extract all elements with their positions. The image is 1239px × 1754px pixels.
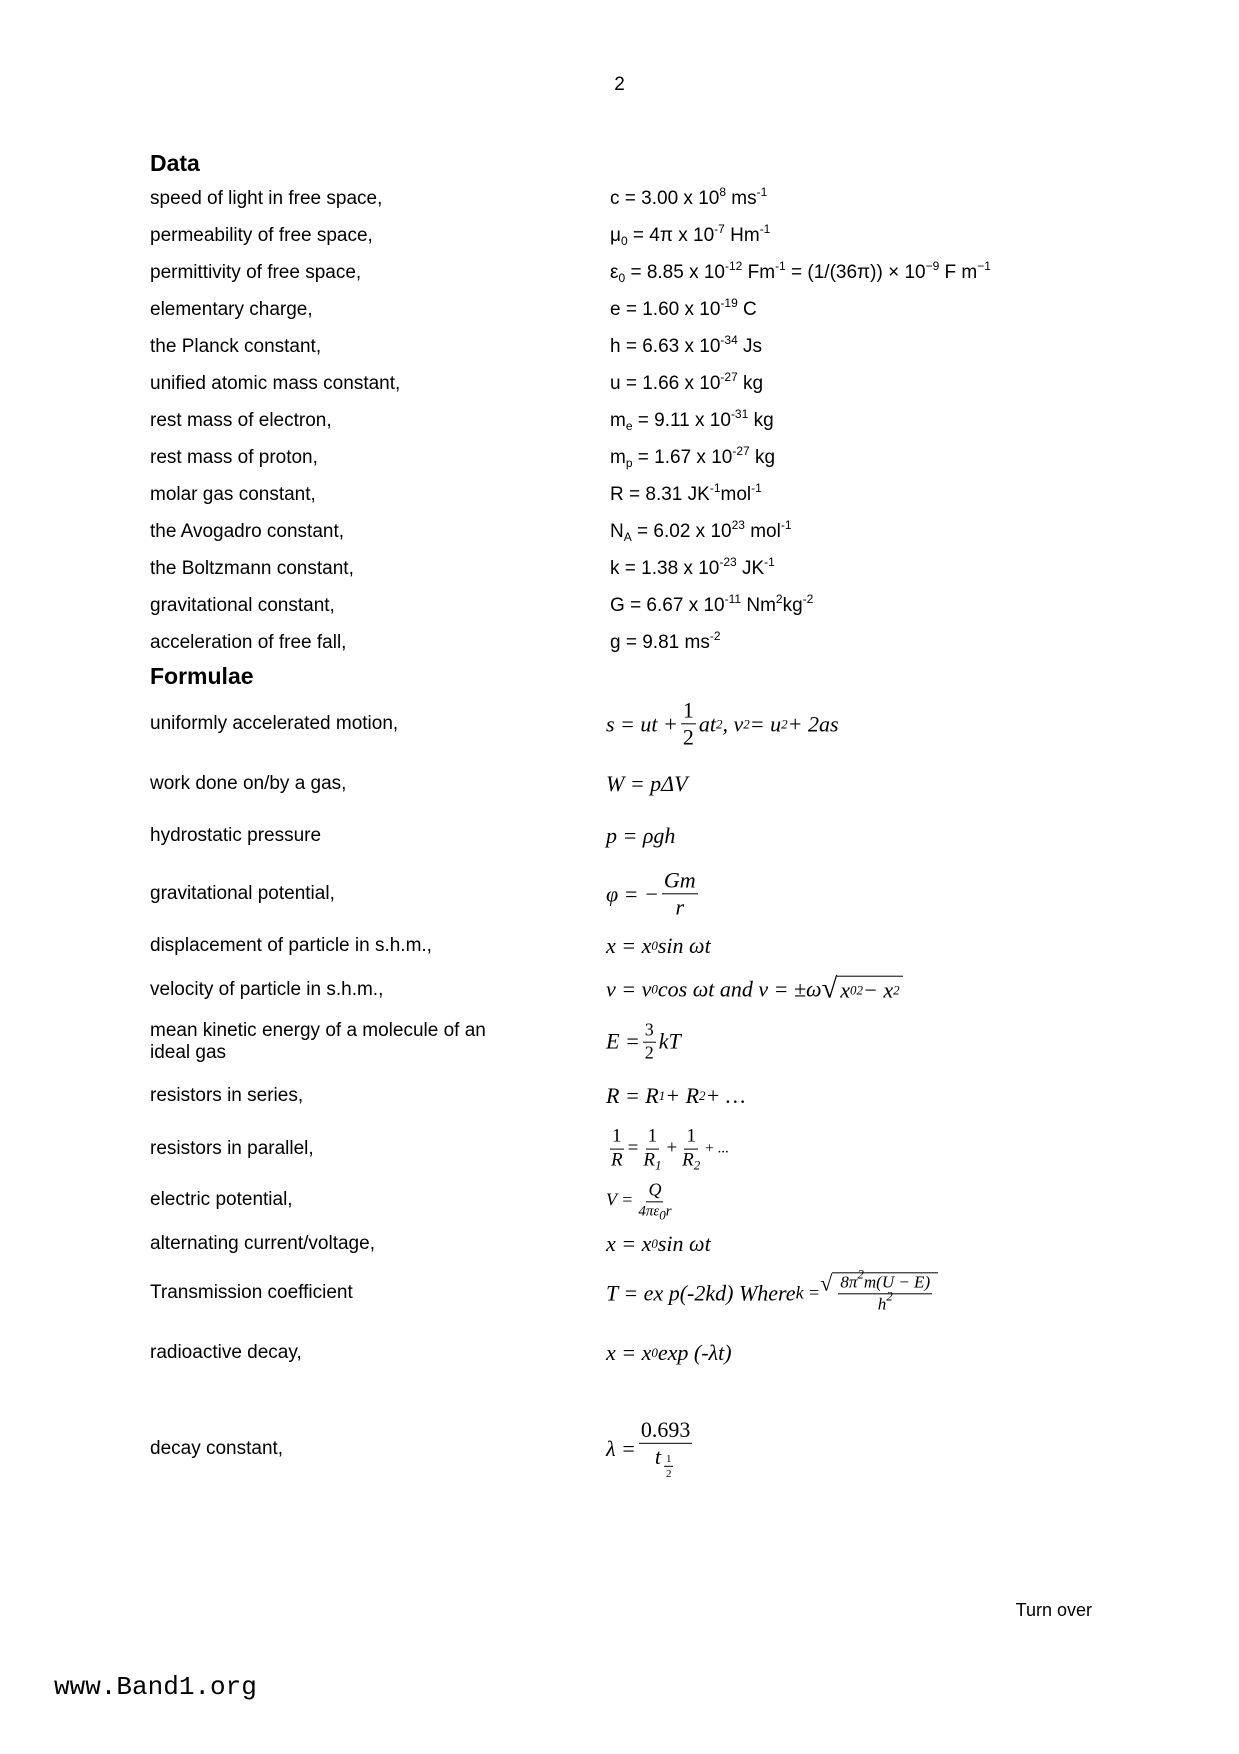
formula-row (0, 1231, 1239, 1256)
formula-row (0, 1416, 1239, 1481)
formula-row (0, 1019, 1239, 1063)
constant-value: e = 1.60 x $10^{-19}$ C (610, 296, 757, 320)
constant-row (0, 370, 1239, 394)
formula-label: mean kinetic energy of a molecule of an ideal gas (150, 1020, 486, 1063)
formula-label: velocity of particle in s.h.m., (150, 979, 384, 1000)
constant-value: $\varepsilon_0 = 8.85$ x $10^{-12}$ $Fm^{-1} = (1/(36\pi)) \times 10^{-9}$ F $m^{-1}$ (610, 259, 991, 285)
constant-label: rest mass of electron, (150, 410, 332, 431)
constant-value: u = 1.66 x $10^{-27}$ kg (610, 370, 764, 394)
constant-label: permeability of free space, (150, 225, 373, 246)
website-footer: www.Band1.org (54, 1672, 257, 1702)
constant-row (0, 259, 1239, 285)
formula-label: electric potential, (150, 1189, 293, 1210)
constant-label: molar gas constant, (150, 484, 316, 505)
formula-pressure: p = ρgh (606, 823, 676, 848)
constant-row (0, 333, 1239, 357)
formula-electric-potential: V = $\frac{Q}{4\pi\varepsilon_0r}$ (606, 1179, 672, 1223)
formula-label: work done on/by a gas, (150, 773, 347, 794)
formula-row (0, 933, 1239, 958)
formula-label: displacement of particle in s.h.m., (150, 935, 432, 956)
formula-row (0, 867, 1239, 920)
formula-row (0, 1266, 1239, 1313)
formula-row (0, 973, 1239, 1005)
constant-label: unified atomic mass constant, (150, 373, 401, 394)
formula-label: decay constant, (150, 1438, 284, 1459)
formula-label: resistors in parallel, (150, 1138, 314, 1159)
constant-row (0, 296, 1239, 320)
constant-value: $m_p = 1.67$ x $10^{-27}$ kg (610, 444, 776, 470)
formula-resistors-series: R = R 1 + R 2 + … (606, 1083, 746, 1108)
formula-work: W = pΔV (606, 771, 688, 796)
formula-row (0, 771, 1239, 796)
formula-label: resistors in series, (150, 1085, 304, 1106)
formula-suvat: s = ut + $\frac{1}{2}$ at 2 , v 2 = u 2 + 2as (606, 697, 839, 750)
constant-row (0, 555, 1239, 579)
constant-row (0, 185, 1239, 209)
constant-row (0, 222, 1239, 248)
formula-row (0, 1340, 1239, 1365)
constant-row (0, 407, 1239, 433)
formula-label: alternating current/voltage, (150, 1233, 375, 1254)
constant-label: the Avogadro constant, (150, 521, 345, 542)
formula-label: radioactive decay, (150, 1342, 302, 1363)
formula-label: hydrostatic pressure (150, 825, 322, 846)
constant-row (0, 444, 1239, 470)
formula-shm-velocity: v = v 0 cos ωt and v = ±ω √ x 0 2 − x 2 (606, 976, 903, 1005)
constant-value: G = 6.67 x $10^{-11}$ $Nm^2kg^{-2}$ (610, 592, 814, 616)
formula-label: gravitational potential, (150, 883, 335, 904)
formulae-heading: Formulae (150, 663, 254, 689)
constant-label: the Boltzmann constant, (150, 558, 354, 579)
formula-label: uniformly accelerated motion, (150, 713, 399, 734)
formula-row (0, 697, 1239, 750)
formula-kinetic-energy: E = $\frac{3}{2}$ kT (606, 1019, 681, 1063)
constant-label: gravitational constant, (150, 595, 335, 616)
constant-value: c = 3.00 x $10^8$ $ms^{-1}$ (610, 185, 768, 209)
constant-label: acceleration of free fall, (150, 632, 347, 653)
formula-transmission: T = ex p(-2kd) Where k = √ $\frac{8\pi^2m(U - E)}{h^2}$ (606, 1272, 938, 1313)
formula-radioactive-decay: x = x 0 exp (-λt) (606, 1340, 732, 1365)
constant-value: $m_e = 9.11$ x $10^{-31}$ kg (610, 407, 774, 433)
constant-label: the Planck constant, (150, 336, 322, 357)
formula-row (0, 823, 1239, 848)
formula-row (0, 1083, 1239, 1108)
constant-label: rest mass of proton, (150, 447, 318, 468)
constant-value: R = 8.31 $JK^{-1}mol^{-1}$ (610, 481, 762, 505)
constant-label: elementary charge, (150, 299, 313, 320)
constant-row (0, 629, 1239, 653)
page-number: 2 (614, 74, 625, 95)
constant-label: permittivity of free space, (150, 262, 362, 283)
constant-value: g = 9.81 $ms^{-2}$ (610, 629, 721, 653)
constant-value: h = 6.63 x $10^{-34}$ Js (610, 333, 763, 357)
formula-row (0, 1125, 1239, 1173)
constant-row (0, 481, 1239, 505)
turn-over-note: Turn over (1015, 1600, 1092, 1620)
constant-row (0, 592, 1239, 616)
constant-value: k = 1.38 x $10^{-23}$ $JK^{-1}$ (610, 555, 775, 579)
constant-row (0, 518, 1239, 544)
constant-value: $\mu_0 = 4\pi$ x $10^{-7}$ $Hm^{-1}$ (610, 222, 771, 248)
formula-shm-displacement: x = x 0 sin ωt (606, 933, 711, 958)
data-heading: Data (150, 150, 200, 176)
formula-grav-potential: φ = − $\frac{Gm}{r}$ (606, 867, 696, 920)
constant-value: $N_A = 6.02$ x $10^{23}$ mol$^{-1}$ (610, 518, 792, 544)
constant-label: speed of light in free space, (150, 188, 383, 209)
formula-ac: x = x 0 sin ωt (606, 1231, 711, 1256)
formula-resistors-parallel: $\frac{1}{R}$ = $\frac{1}{R_1}$ + $\frac{1}{R_2}$ + ... (611, 1125, 729, 1173)
formula-label: Transmission coefficient (150, 1282, 353, 1303)
formula-row (0, 1179, 1239, 1223)
formula-decay-constant: λ = 0.693 t $\frac{1}{2}$ (606, 1416, 691, 1481)
